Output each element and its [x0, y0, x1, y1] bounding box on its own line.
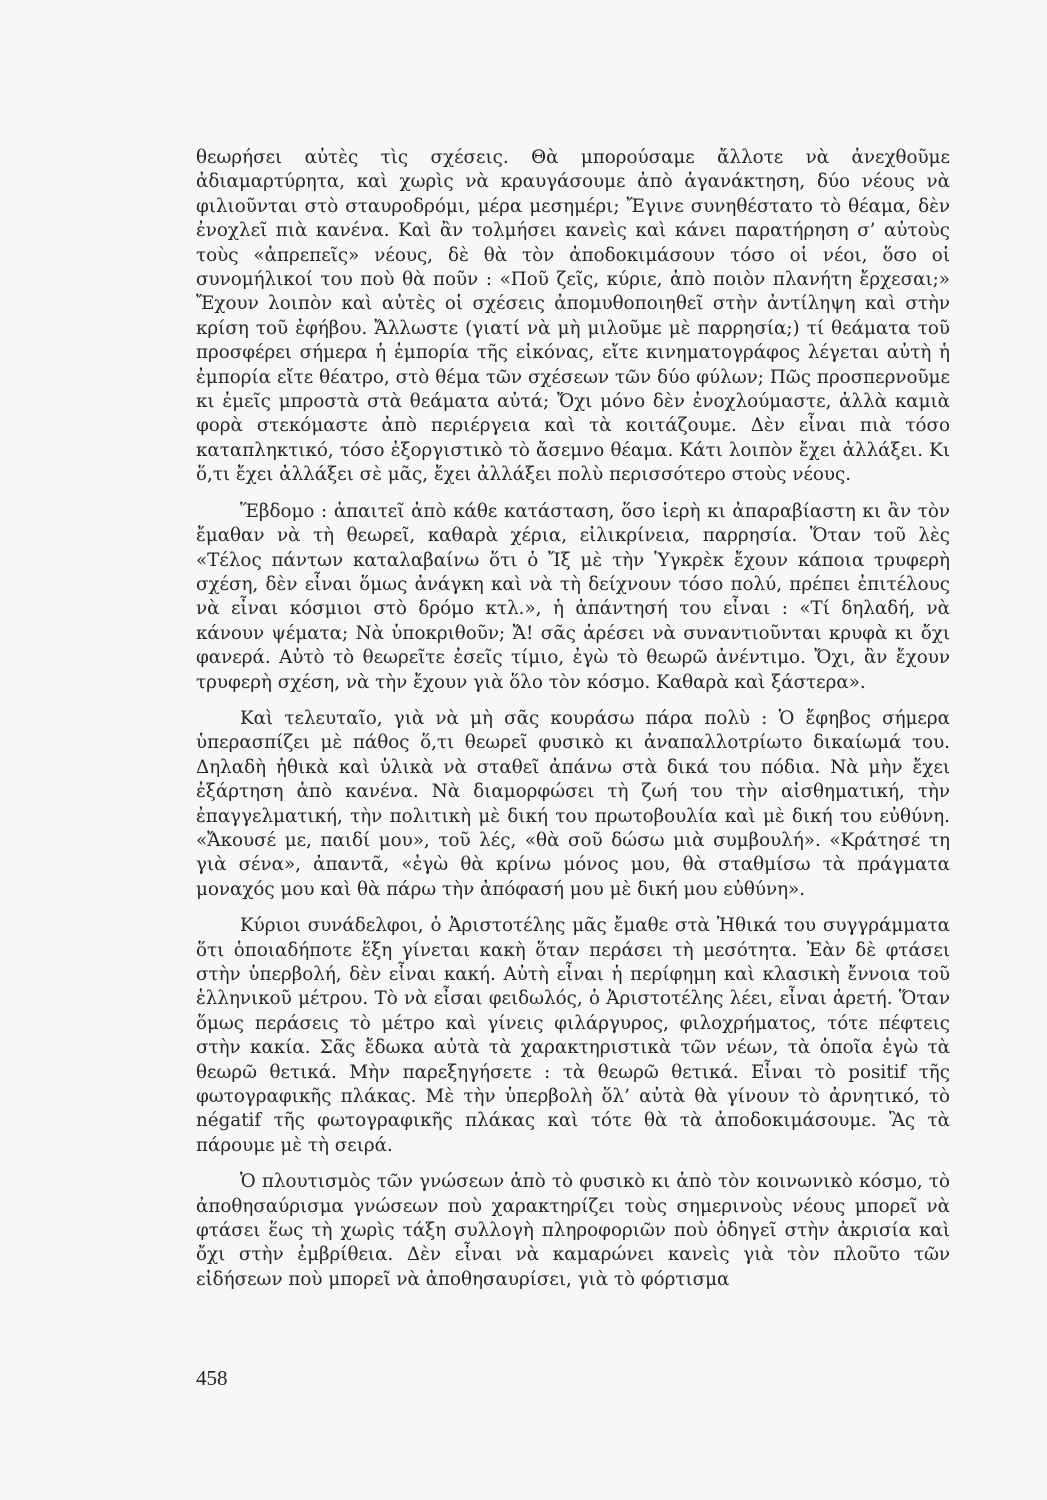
- paragraph-seventh: Ἕβδομο : ἀπαιτεῖ ἀπὸ κάθε κατάσταση, ὅσο ἱερὴ κι ἀπαραβίαστη κι ἂν τὸν ἔμαθαν νὰ τὴ θεωρεῖ, καθαρὰ χέρια, εἰλικρίνεια, παρρησία. Ὅταν τοῦ λὲς «Τέλος πάντων καταλαβαίνω ὅτι ὁ Ἴξ μὲ τὴν Ὑγκρὲκ ἔχουν κάποια τρυφερὴ σχέση, δὲν εἶναι ὅμως ἀνάγκη καὶ νὰ τὴ δείχνουν τόσο πολύ, πρέπει ἐπιτέλους νὰ εἶναι κόσμιοι στὸ δρόμο κτλ.», ἡ ἀπάντησή του εἶναι : «Τί δηλαδή, νὰ κάνουν ψέματα; Νὰ ὑποκριθοῦν; Ἄ! σᾶς ἀρέσει νὰ συναντιοῦνται κρυφὰ κι ὄχι φανερά. Αὐτὸ τὸ θεωρεῖτε ἐσεῖς τίμιο, ἐγὼ τὸ θεωρῶ ἀνέντιμο. Ὄχι, ἂν ἔχουν τρυφερὴ σχέση, νὰ τὴν ἔχουν γιὰ ὅλο τὸν κόσμο. Καθαρὰ καὶ ξάστερα».: [196, 500, 950, 693]
- paragraph-aristotle: Κύριοι συνάδελφοι, ὁ Ἀριστοτέλης μᾶς ἔμαθε στὰ Ἠθικά του συγγράμματα ὅτι ὁποιαδήποτε ἕξη γίνεται κακὴ ὅταν περάσει τὴ μεσότητα. Ἐὰν δὲ φτάσει στὴν ὑπερβολή, δὲν εἶναι κακή. Αὐτὴ εἶναι ἡ περίφημη καὶ κλασικὴ ἔννοια τοῦ ἑλληνικοῦ μέτρου. Τὸ νὰ εἶσαι φειδωλός, ὁ Ἀριστοτέλης λέει, εἶναι ἀρετή. Ὅταν ὅμως περάσεις τὸ μέτρο καὶ γίνεις φιλάργυρος, φιλοχρήματος, τότε πέφτεις στὴν κακία. Σᾶς ἔδωκα αὐτὰ τὰ χαρακτηριστικὰ τῶν νέων, τὰ ὁποῖα ἐγὼ τὰ θεωρῶ θετικά. Μὴν παρεξηγήσετε : τὰ θεωρῶ θετικά. Εἶναι τὸ positif τῆς φωτογραφικῆς πλάκας. Μὲ τὴν ὑπερβολὴ ὅλ’ αὐτὰ θὰ γίνουν τὸ ἀρνητικό, τὸ négatif τῆς φωτογραφικῆς πλάκας καὶ τότε θὰ τὰ ἀποδοκιμάσουμε. Ἂς τὰ πάρουμε μὲ τὴ σειρά.: [196, 915, 950, 1156]
- page-number: 458: [196, 1366, 228, 1390]
- paragraph-continuation: θεωρήσει αὐτὲς τὶς σχέσεις. Θὰ μπορούσαμε ἄλλοτε νὰ ἀνεχθοῦμε ἀδιαμαρτύρητα, καὶ χωρὶς νὰ κραυγάσουμε ἀπὸ ἀγανάκτηση, δύο νέους νὰ φιλιοῦνται στὸ σταυροδρόμι, μέρα μεσημέρι; Ἔγινε συνηθέστατο τὸ θέαμα, δὲν ἐνοχλεῖ πιὰ κανένα. Καὶ ἂν τολμήσει κανεὶς καὶ κάνει παρατήρηση σ’ αὐτοὺς τοὺς «ἀπρεπεῖς» νέους, δὲ θὰ τὸν ἀποδοκιμάσουν τόσο οἱ νέοι, ὅσο οἱ συνομήλικοί του ποὺ θὰ ποῦν : «Ποῦ ζεῖς, κύριε, ἀπὸ ποιὸν πλανήτη ἔρχεσαι;» Ἔχουν λοιπὸν καὶ αὐτὲς οἱ σχέσεις ἀπομυθοποιηθεῖ στὴν ἀντίληψη καὶ στὴν κρίση τοῦ ἐφήβου. Ἄλλωστε (γιατί νὰ μὴ μιλοῦμε μὲ παρρησία;) τί θεάματα τοῦ προσφέρει σήμερα ἡ ἐμπορία τῆς εἰκόνας, εἴτε κινηματογράφος λέγεται αὐτὴ ἡ ἐμπορία εἴτε θέατρο, στὸ θέμα τῶν σχέσεων τῶν δύο φύλων; Πῶς προσπερνοῦμε κι ἐμεῖς μπροστὰ στὰ θεάματα αὐτά; Ὄχι μόνο δὲν ἐνοχλούμαστε, ἀλλὰ καμιὰ φορὰ στεκόμαστε ἀπὸ περιέργεια καὶ τὰ κοιτάζουμε. Δὲν εἶναι πιὰ τόσο καταπληκτικό, τόσο ἐξοργιστικὸ τὸ ἄσεμνο θέαμα. Κάτι λοιπὸν ἔχει ἀλλάξει. Κι ὅ,τι ἔχει ἀλλάξει σὲ μᾶς, ἔχει ἀλλάξει πολὺ περισσότερο στοὺς νέους.: [196, 147, 950, 486]
- paragraph-last: Καὶ τελευταῖο, γιὰ νὰ μὴ σᾶς κουράσω πάρα πολὺ : Ὁ ἔφηβος σήμερα ὑπερασπίζει μὲ πάθος ὅ,τι θεωρεῖ φυσικὸ κι ἀναπαλλοτρίωτο δικαίωμά του. Δηλαδὴ ἠθικὰ καὶ ὑλικὰ νὰ σταθεῖ ἀπάνω στὰ δικά του πόδια. Νὰ μὴν ἔχει ἐξάρτηση ἀπὸ κανένα. Νὰ διαμορφώσει τὴ ζωή του τὴν αἰσθηματική, τὴν ἐπαγγελματική, τὴν πολιτικὴ μὲ δική του πρωτοβουλία καὶ μὲ δική του εὐθύνη. «Ἄκουσέ με, παιδί μου», τοῦ λές, «θὰ σοῦ δώσω μιὰ συμβουλή». «Κράτησέ τη γιὰ σένα», ἀπαντᾶ, «ἐγὼ θὰ κρίνω μόνος μου, θὰ σταθμίσω τὰ πράγματα μοναχός μου καὶ θὰ πάρω τὴν ἀπόφασή μου μὲ δική μου εὐθύνη».: [196, 707, 950, 900]
- paragraph-knowledge: Ὁ πλουτισμὸς τῶν γνώσεων ἀπὸ τὸ φυσικὸ κι ἀπὸ τὸν κοινωνικὸ κόσμο, τὸ ἀποθησαύρισμα γνώσεων ποὺ χαρακτηρίζει τοὺς σημερινοὺς νέους μπορεῖ νὰ φτάσει ἕως τὴ χωρὶς τάξη συλλογὴ πληροφοριῶν ποὺ ὁδηγεῖ στὴν ἀκρισία καὶ ὄχι στὴν ἐμβρίθεια. Δὲν εἶναι νὰ καμαρώνει κανεὶς γιὰ τὸν πλοῦτο τῶν εἰδήσεων ποὺ μπορεῖ νὰ ἀποθησαυρίσει, γιὰ τὸ φόρτισμα: [196, 1171, 950, 1290]
- body-text: [196, 146, 950, 1292]
